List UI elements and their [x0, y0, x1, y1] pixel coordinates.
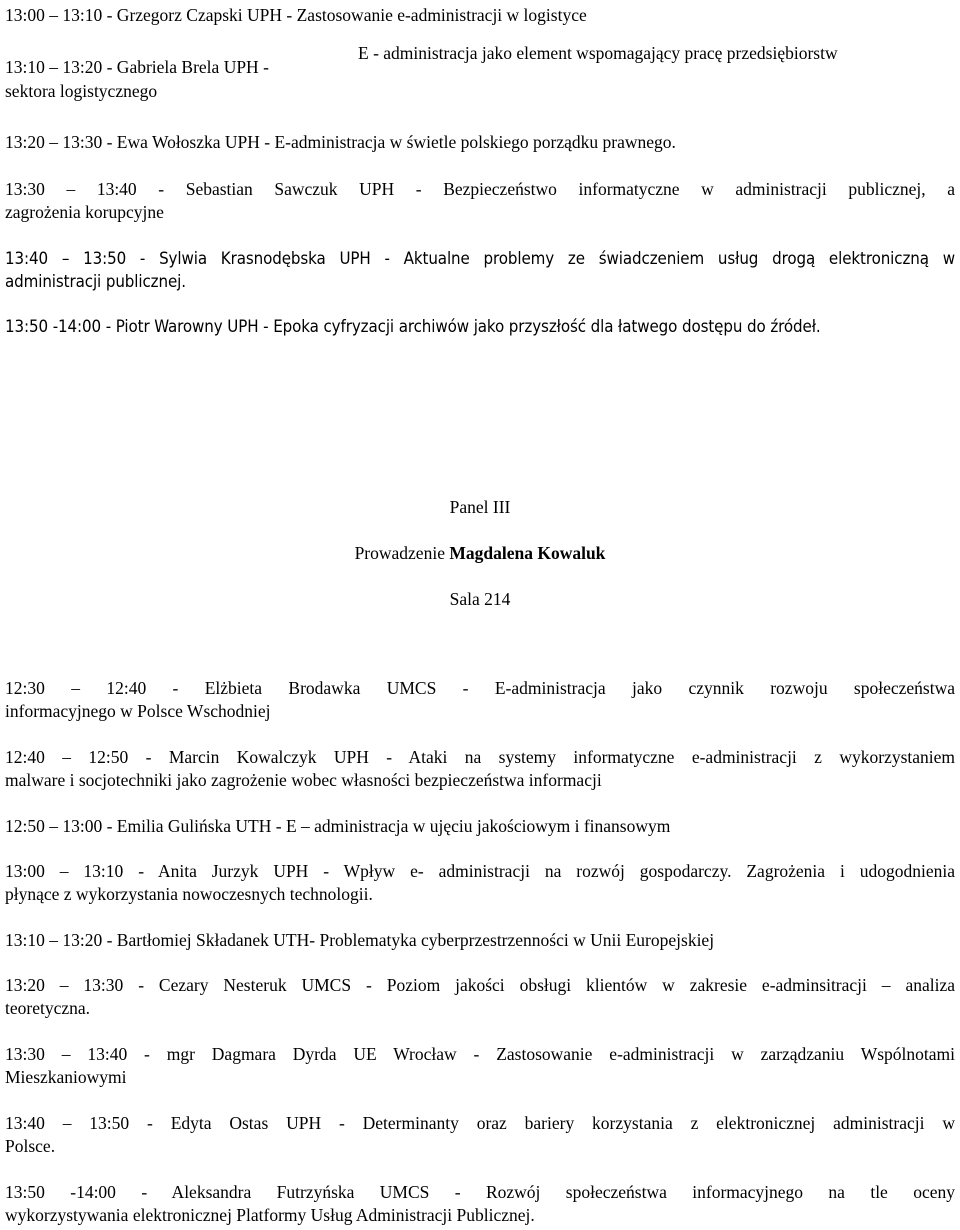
moderator-label: Prowadzenie	[354, 543, 445, 563]
panel-item-4-line-1: 13:00 – 13:10 - Anita Jurzyk UPH - Wpływ e- administracji na rozwój gospodarczy. Zagrożenia i udogodnienia	[5, 861, 955, 881]
panel-item-2-line-1: 12:40 – 12:50 - Marcin Kowalczyk UPH - Ataki na systemy informatyczne e-administracji z wykorzystaniem	[5, 747, 955, 767]
panel-item-3: 12:50 – 13:00 - Emilia Gulińska UTH - E – administracja w ujęciu jakościowym i finansowym	[5, 816, 671, 836]
panel-item-6-line-2: teoretyczna.	[5, 998, 91, 1018]
panel-item-9-line-2: wykorzystywania elektronicznej Platformy Usług Administracji Publicznej.	[5, 1205, 535, 1225]
program-item-text: 13:20 – 13:30 - Ewa Wołoszka UPH - E-administracja w świetle polskiego porządku prawnego.	[5, 132, 676, 152]
panel-room: Sala 214	[449, 589, 511, 609]
panel-item-7-line-2: Mieszkaniowymi	[5, 1067, 127, 1087]
panel-title: Panel III	[449, 497, 511, 517]
panel-item-1-line-2: informacyjnego w Polsce Wschodniej	[5, 701, 271, 721]
program-item-2-line-1	[5, 56, 269, 79]
panel-item-2-line-2: malware i socjotechniki jako zagrożenie wobec własności bezpieczeństwa informacji	[5, 770, 602, 790]
panel-item-8-line-1: 13:40 – 13:50 - Edyta Ostas UPH - Determinanty oraz bariery korzystania z elektronicznej administracji w	[5, 1113, 955, 1133]
program-item-text: 13:00 – 13:10 - Grzegorz Czapski UPH - Zastosowanie e-administracji w logistyce	[5, 5, 587, 25]
panel-item-6-line-1: 13:20 – 13:30 - Cezary Nesteruk UMCS - Poziom jakości obsługi klientów w zakresie e-adminsitracji – analiza	[5, 975, 955, 995]
panel-item-7-line-1: 13:30 – 13:40 - mgr Dagmara Dyrda UE Wrocław - Zastosowanie e-administracji w zarządzaniu Wspólnotami	[5, 1044, 955, 1064]
moderator-name: Magdalena Kowaluk	[449, 543, 606, 563]
program-item-3	[5, 131, 676, 154]
program-item-text: 13:10 – 13:20 - Gabriela Brela UPH -	[5, 57, 269, 77]
panel-item-9-line-1: 13:50 -14:00 - Aleksandra Futrzyńska UMCS - Rozwój społeczeństwa informacyjnego na tle oceny	[5, 1182, 955, 1202]
panel-item-8-line-2: Polsce.	[5, 1136, 56, 1156]
panel-moderator	[0, 542, 960, 565]
program-item-4-line-2: zagrożenia korupcyjne	[5, 202, 164, 222]
program-item-2-title	[358, 42, 838, 65]
program-item-4-line-1: 13:30 – 13:40 - Sebastian Sawczuk UPH - Bezpieczeństwo informatyczne w administracji publicznej, a	[5, 179, 955, 199]
panel-item-1-line-1: 12:30 – 12:40 - Elżbieta Brodawka UMCS - E-administracja jako czynnik rozwoju społeczeństwa	[5, 678, 955, 698]
program-item-2-line-2	[5, 80, 157, 103]
program-item-5-line-1: 13:40 – 13:50 - Sylwia Krasnodębska UPH - Aktualne problemy ze świadczeniem usług drogą elektroniczną w	[5, 248, 955, 268]
program-item-5-line-2: administracji publicznej.	[5, 271, 186, 291]
program-item-1	[5, 4, 587, 27]
program-item-text: E - administracja jako element wspomagający pracę przedsiębiorstw	[358, 43, 838, 63]
panel-item-4-line-2: płynące z wykorzystania nowoczesnych technologii.	[5, 884, 373, 904]
program-item-6: 13:50 -14:00 - Piotr Warowny UPH - Epoka cyfryzacji archiwów jako przyszłość dla łatwego dostępu do źródeł.	[5, 316, 821, 336]
program-item-text: sektora logistycznego	[5, 81, 158, 101]
panel-item-5: 13:10 – 13:20 - Bartłomiej Składanek UTH- Problematyka cyberprzestrzenności w Unii Europejskiej	[5, 930, 715, 950]
